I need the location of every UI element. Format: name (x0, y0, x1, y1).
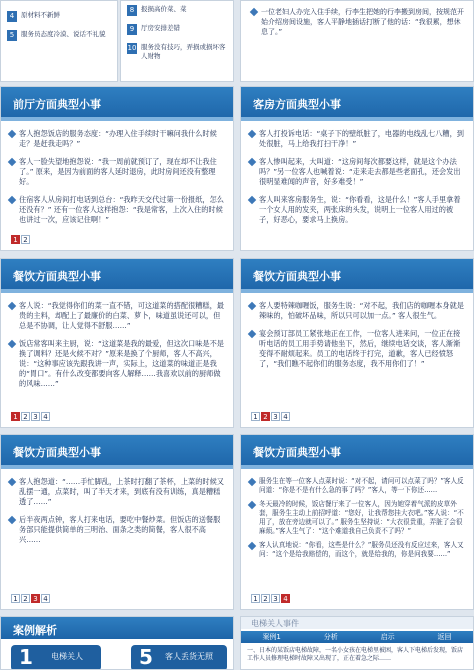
page-button[interactable]: 2 (261, 594, 270, 603)
tab-insight[interactable]: 启示 (380, 633, 395, 641)
list-item: 客人惨叫起来，大叫道：“这房间每次都要这样，就是这个办法吗？”另一位客人也喊着说：“走来走去都是些老面孔，还会发出很明显难闻的声音，好多难受！” (249, 157, 465, 187)
list-item: 客人打投诉电话：“桌子下的壁纸脏了，电器的电线乱七八糟，到处很脏，马上给我打扫干净！” (249, 129, 465, 149)
list-item: 冬天最冷的时候，饭店餐厅来了一位客人，因为她穿着气派的皮草外套，服务生主动上前招呼道：“您好，让我帮您挂大衣吧。”客人说：“不用了，放在旁边就可以了。” 服务生坚持说：“大衣很贵重，弄脏了会很麻烦。”客人生气了：“这个难道我自己负责不了吗？” (249, 500, 465, 536)
list-item: 客人叫来客房服务生，说：“你看看，这是什么！”客人手里拿着一个女人用的发夹，两张床的头发，说明上一位客人用过的被子，好恶心，要求马上换房。 (249, 195, 465, 225)
list-item: 客人抱怨饭店的服务态度：“办理入住手续时干嘛问我什么时候走？是赶我走吗？” (9, 129, 225, 149)
list-item: 9 厅房安排差错 (127, 24, 229, 35)
page-button[interactable]: 1 (11, 235, 20, 244)
slide-title: 案例解析 (13, 624, 57, 637)
list-item: 服务生在等一位客人点菜时说：“对不起，请问可以点菜了吗？”客人反问道：“你是不是有什么急的事了吗？”客人，等一下你还…… (249, 477, 465, 495)
list-item: 客人一脸失望地抱怨说：“我一周前就预订了，现在却不让我住了。” 原来，是因为前面的客人延时退房，此时房间还没有整理好。 (9, 157, 225, 187)
list-item: 4 原材料不新鲜 (7, 11, 113, 22)
page-button[interactable]: 1 (11, 594, 20, 603)
slide-header (1, 87, 233, 121)
slide-title: 餐饮方面典型小事 (13, 446, 101, 459)
page-button[interactable]: 3 (271, 412, 280, 421)
bullet-icon (248, 158, 256, 166)
slide-title: 餐饮方面典型小事 (13, 270, 101, 283)
slide-food-1[interactable] (0, 258, 234, 428)
tab-bar (241, 631, 473, 643)
bullet-icon (248, 478, 256, 486)
list-item: 后半夜两点钟，客人打来电话，要吃中餐炒菜。但饭店的送餐服务部只能提供简单的三明治、面条之类的简餐，客人很不高兴…… (9, 515, 225, 545)
page-button[interactable]: 1 (251, 594, 260, 603)
slide-header (1, 259, 233, 293)
case-text: 一、日本的某饭店电梯故障，一名小女孩在电梯里被困，客人下电梯后发现，饭店工作人员修理电梯时故障又出现了，正在着急之际…… (247, 647, 464, 662)
slide-front-office[interactable] (0, 86, 234, 251)
slide-food-4[interactable] (240, 434, 474, 610)
list-item: 客人抱怨道：“……手忙脚乱，上茶时打翻了茶杯，上菜的时候又乱摆一通，点菜时，叫了半天才来，到底有没有训练，真是糟糕透了……” (9, 477, 225, 507)
slide-header (1, 617, 233, 639)
pager (251, 412, 290, 421)
bullet-icon (8, 516, 16, 524)
case-card-1[interactable]: 1 电梯关人 (11, 645, 101, 670)
bullet-icon (248, 501, 256, 509)
page-button[interactable]: 1 (11, 412, 20, 421)
item-number: 9 (127, 24, 137, 35)
tab-return[interactable]: 返回 (437, 633, 452, 641)
slide-header (241, 87, 473, 121)
list-item: 饭店常客叫来主厨，说：“这道菜是我的最爱，但这次口味是不是换了调料？还是火候不对？”原来是换了个厨师，客人不高兴，说：“这种事应该先跟我讲一声，实际上，这道菜的味道正是我的“胃口”。有什么改变都要向客人解释……我喜欢以前的厨师做的风味……” (9, 339, 225, 389)
slide-title: 前厅方面典型小事 (13, 98, 101, 111)
page-button[interactable]: 4 (41, 412, 50, 421)
slide-header (241, 259, 473, 293)
pager (11, 412, 50, 421)
list-item: 客人要特辣咖喱饭，服务生说：“对不起，我们店的咖喱本身就是辣味的，怕破坏品味，所以只可以加一点。” 客人很生气。 (249, 301, 465, 321)
slide-header (241, 435, 473, 469)
slide-housekeeping[interactable] (240, 86, 474, 251)
page-button[interactable]: 4 (281, 594, 290, 603)
bullet-icon (248, 130, 256, 138)
slide-title: 餐饮方面典型小事 (253, 446, 341, 459)
bullet-icon (8, 340, 16, 348)
bullet-icon (8, 478, 16, 486)
bullet-icon (248, 330, 256, 338)
pager (251, 594, 290, 603)
tab-case[interactable]: 案例1 (262, 633, 281, 641)
slide-title: 客房方面典型小事 (253, 98, 341, 111)
bullet-icon (8, 158, 16, 166)
slide-top-mid[interactable] (120, 0, 234, 82)
case-card-2[interactable]: 5 客人丢货无照 (131, 645, 227, 670)
bullet-icon (8, 130, 16, 138)
page-button[interactable]: 3 (31, 412, 40, 421)
slide-top-right[interactable]: 一位老妇人办完入住手续，行李生把她的行李搬到房间，按规范开始介绍房间设施，客人平静地插话打断了他的话：“我很累，想休息了。” (240, 0, 474, 82)
list-item: 5 服务员态度冷漠、说话不礼貌 (7, 30, 113, 41)
slide-food-3[interactable] (0, 434, 234, 610)
slide-title: 电梯关人事件 (251, 619, 299, 628)
page-button[interactable]: 4 (281, 412, 290, 421)
item-number: 10 (127, 44, 137, 52)
page-button[interactable]: 2 (21, 412, 30, 421)
bullet-icon (248, 302, 256, 310)
page-button[interactable]: 3 (271, 594, 280, 603)
bullet-icon (8, 302, 16, 310)
list-item: 住宿客人从房间打电话到总台：“我昨天交代过第一份报纸，怎么还没有？” 还有一位客人这样抱怨：“我是常客，上次入住的时候也讲过一次，应该记住啊！” (9, 195, 225, 225)
pager (11, 235, 30, 244)
slide-elevator[interactable] (240, 616, 474, 670)
list-item: 客人认真地说：“你看，这些是什么？”服务员还没有反应过来，客人又问：“这个是给我赔偿的，而这个，就是给我的，你是问我要……” (249, 541, 465, 559)
item-number: 4 (7, 11, 17, 22)
list-item: 宴会预订部员工紧张地正在工作，一位客人进来问，一位正在接听电话的员工用手势请他坐下，然后，继续电话交谈，客人渐渐变得不耐烦起来。员工的电话终于打完，道歉，客人已经愤怒了，“我们瞧不起你们的服务态度，我不用你们了！” (249, 329, 465, 369)
bullet-icon (8, 196, 16, 204)
page-button[interactable]: 3 (31, 594, 40, 603)
page-button[interactable]: 4 (41, 594, 50, 603)
bullet-icon (248, 542, 256, 550)
page-button[interactable]: 2 (21, 235, 30, 244)
slide-case-analysis[interactable] (0, 616, 234, 670)
slide-title: 餐饮方面典型小事 (253, 270, 341, 283)
slide-food-2[interactable] (240, 258, 474, 428)
slide-top-left[interactable] (0, 0, 118, 82)
bullet-icon (250, 8, 258, 16)
list-item: 10 服务没有技巧，弄损或损坏客人财物 (127, 43, 226, 60)
page-button[interactable]: 1 (251, 412, 260, 421)
item-number: 8 (127, 5, 137, 16)
pager (11, 594, 50, 603)
page-button[interactable]: 2 (21, 594, 30, 603)
bullet-icon (248, 196, 256, 204)
tab-analysis[interactable]: 分析 (323, 633, 338, 641)
list-item: 8 报损高价菜、菜 (127, 5, 229, 16)
item-number: 5 (7, 30, 17, 41)
slide-header (1, 435, 233, 469)
list-item: 客人说：“我觉得你们的菜一直不错，可这道菜的搭配很糟糕，最贵的主料，却配上了最廉价的白菜、萝卜，味道虽说还可以，但总是不协调，让人觉得不舒服……” (9, 301, 225, 331)
page-button[interactable]: 2 (261, 412, 270, 421)
